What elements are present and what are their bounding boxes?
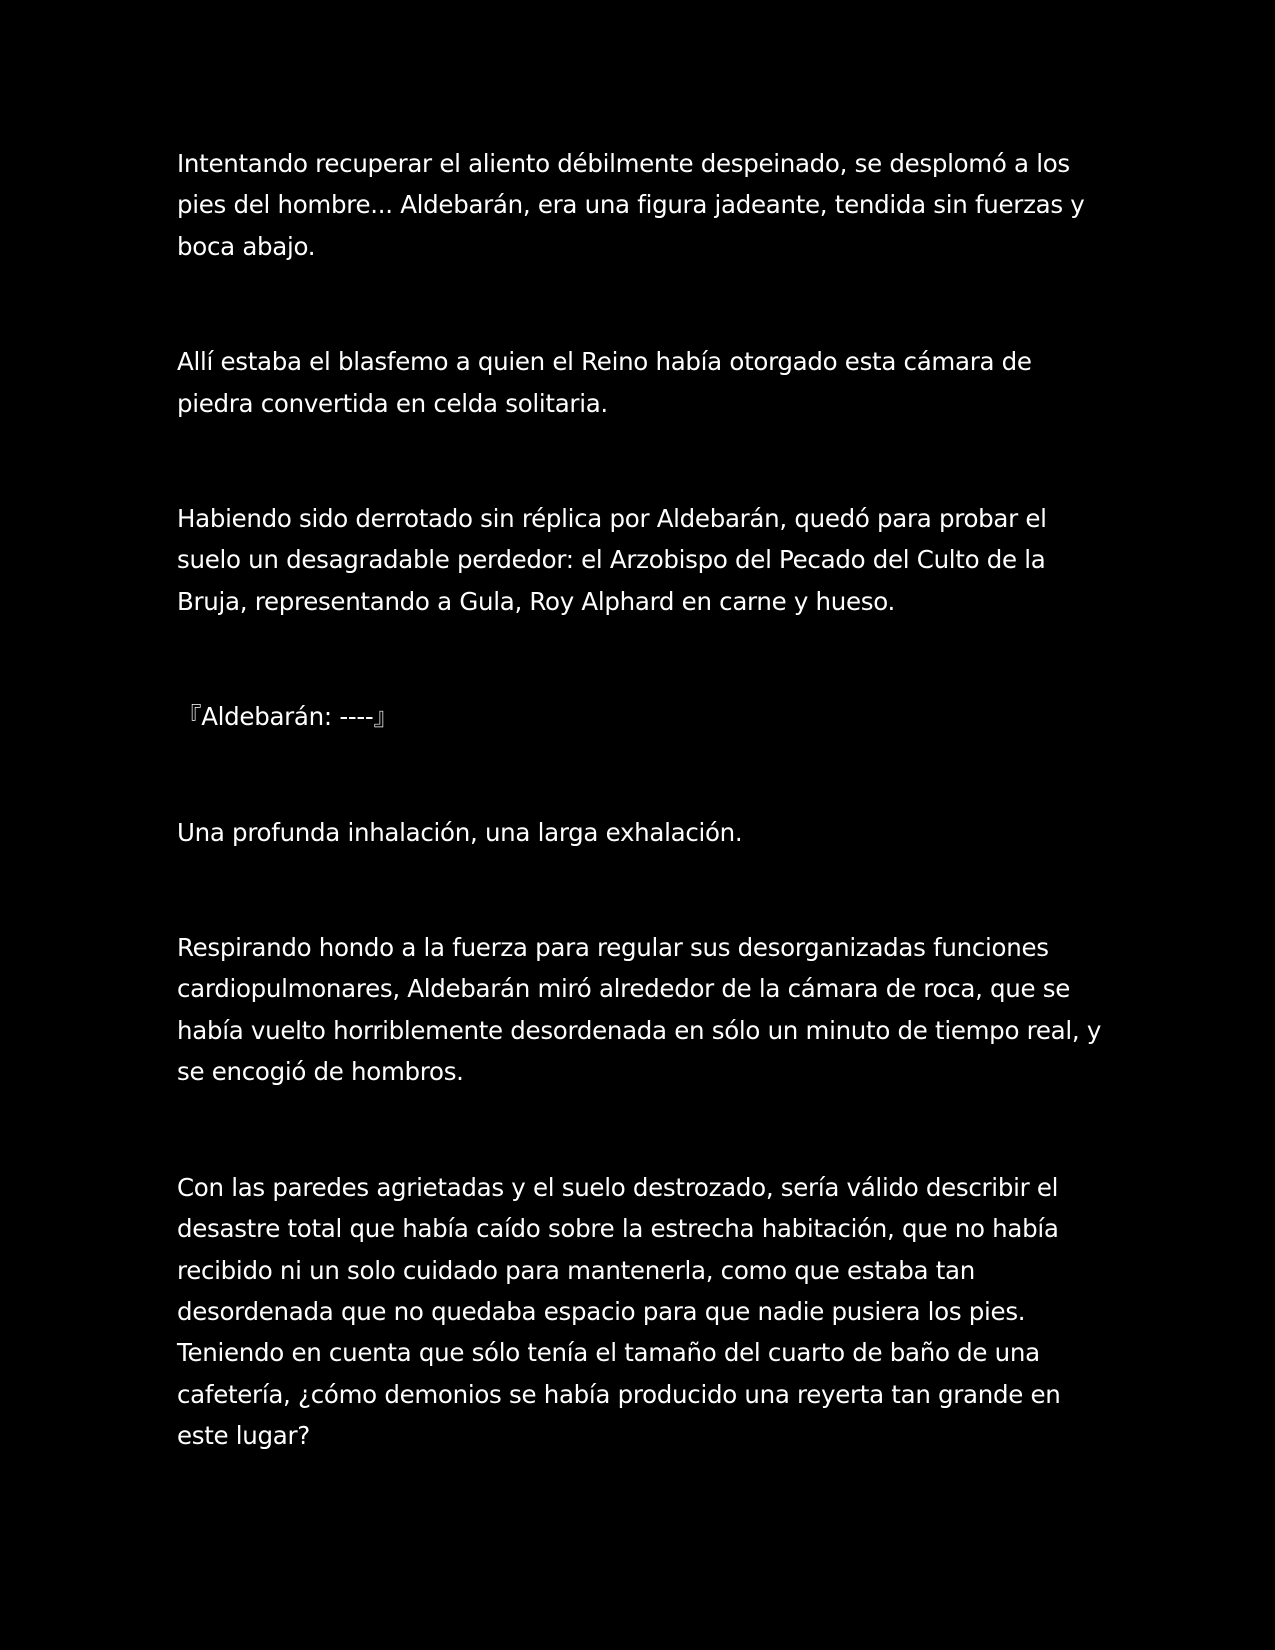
paragraph-2: Allí estaba el blasfemo a quien el Reino había otorgado esta cámara de piedra convertida en celda solitaria. — [177, 347, 1032, 418]
paragraph-1: Intentando recuperar el aliento débilmente despeinado, se desplomó a los pies del hombre... Aldebarán, era una figura jadeante, tendida sin fuerzas y boca abajo. — [177, 149, 1085, 261]
dialogue-line: 『Aldebarán: ----』 — [177, 702, 398, 732]
paragraph-7: Con las paredes agrietadas y el suelo destrozado, sería válido describir el desastre total que había caído sobre la estrecha habitación, que no había recibido ni un solo cuidado para mantenerla, como que estaba tan desordenada que no quedaba espacio para que nadie pusiera los pies. Teniendo en cuenta que sólo tenía el tamaño del cuarto de baño de una cafetería, ¿cómo demonios se había producido una reyerta tan grande en este lugar? — [177, 1172, 1061, 1451]
text-column — [177, 143, 1107, 1531]
paragraph-3: Habiendo sido derrotado sin réplica por Aldebarán, quedó para probar el suelo un desagradable perdedor: el Arzobispo del Pecado del Culto de la Bruja, representando a Gula, Roy Alphard en carne y hueso. — [177, 504, 1047, 616]
paragraph-6: Respirando hondo a la fuerza para regular sus desorganizadas funciones cardiopulmonares, Aldebarán miró alrededor de la cámara de roca, que se había vuelto horriblemente desordenada en sólo un minuto de tiempo real, y se encogió de hombros. — [177, 933, 1102, 1087]
paragraph-5: Una profunda inhalación, una larga exhalación. — [177, 817, 743, 847]
